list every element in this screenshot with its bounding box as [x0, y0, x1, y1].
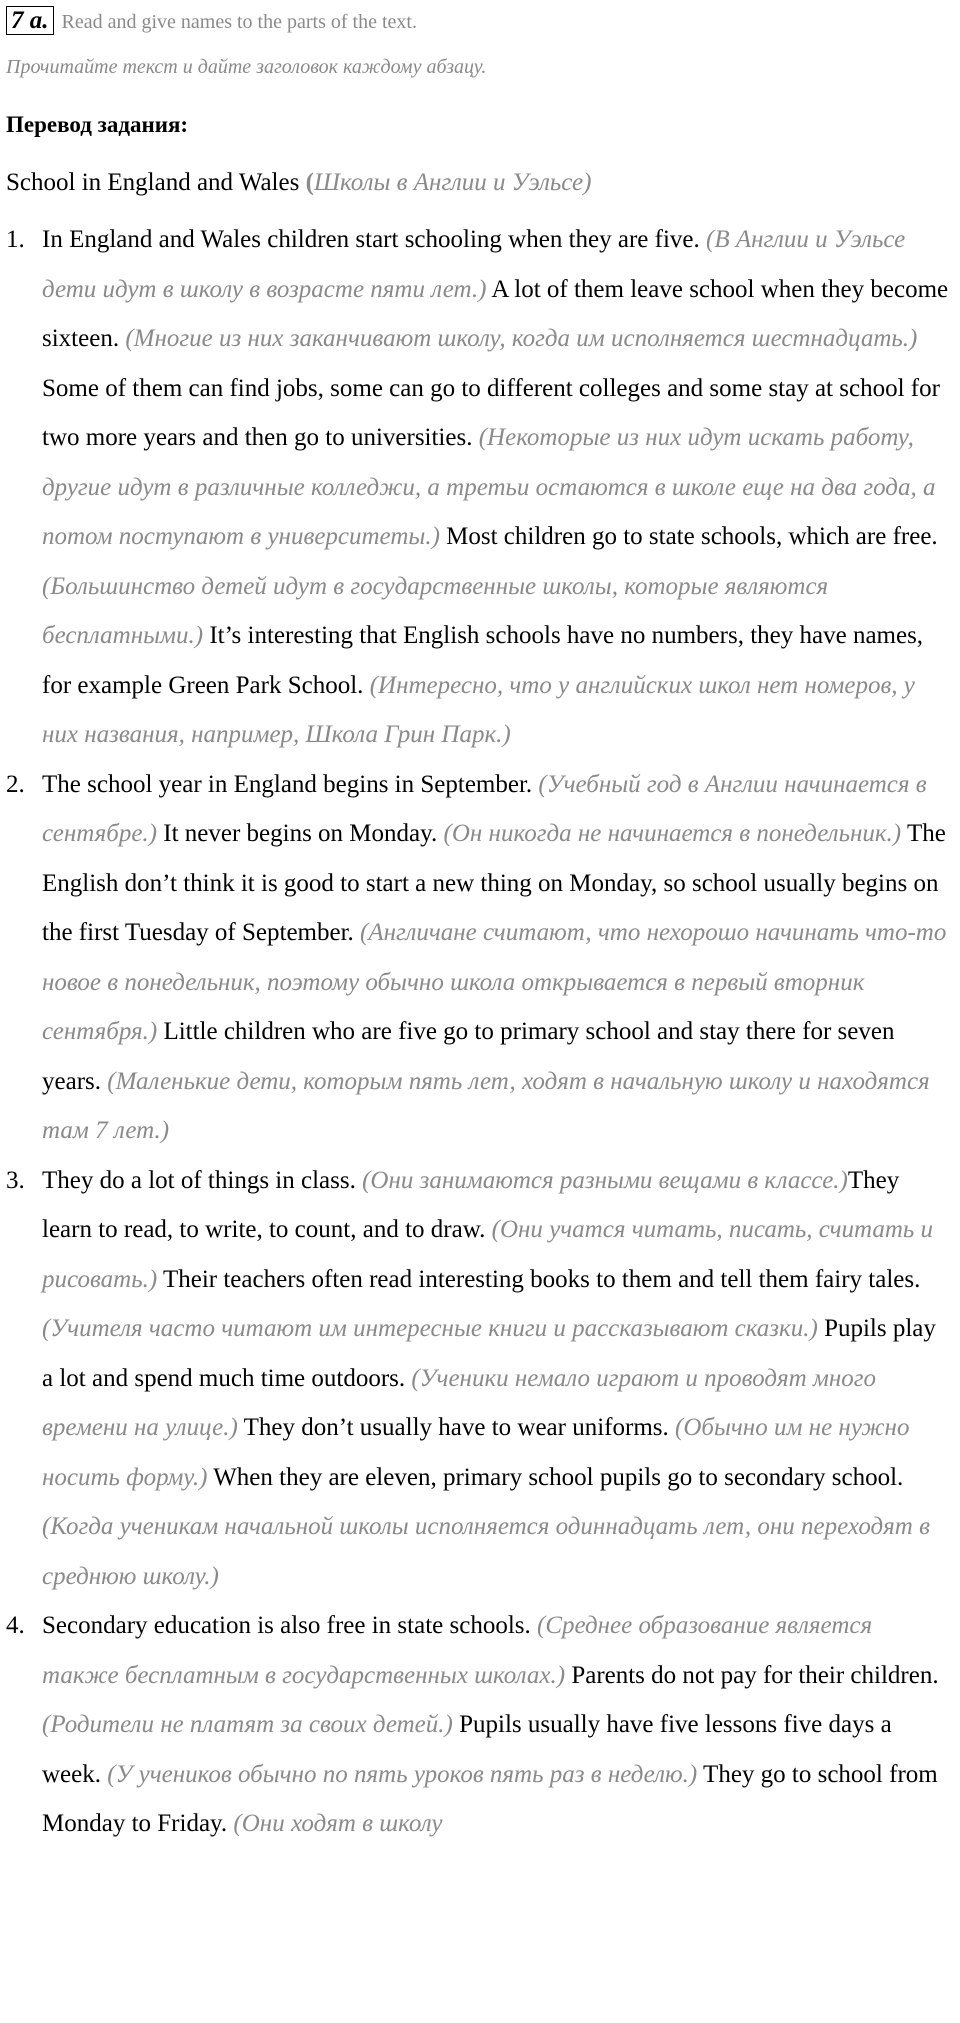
- english-text: Secondary education is also free in state schools.: [42, 1612, 537, 1639]
- translation-text: (Англичане считают, что нехорошо начинать что-то новое в понедельник, поэтому обычно школа открывается в первый вторник сентября.): [42, 919, 947, 1045]
- english-text: The English don’t think it is good to start a new thing on Monday, so school usually begins on the first Tuesday of September.: [42, 820, 946, 946]
- english-text: Little children who are five go to primary school and stay there for seven years.: [42, 1018, 895, 1095]
- paragraph: [6, 1156, 960, 1602]
- english-text: It never begins on Monday.: [157, 820, 444, 847]
- english-text: The school year in England begins in September.: [42, 770, 539, 798]
- translation-text: (Они учатся читать, писать, считать и рисовать.): [42, 1216, 934, 1293]
- paragraph: [6, 760, 960, 1156]
- paragraph: [6, 1601, 960, 1849]
- english-text: Parents do not pay for their children.: [565, 1661, 939, 1689]
- paragraph-list: [6, 215, 960, 1849]
- task-number-badge: 7 a.: [6, 6, 54, 35]
- translation-text: (Большинство детей идут в государственные школы, которые являются бесплатными.): [42, 572, 829, 649]
- text-title: [6, 167, 960, 199]
- english-text: They do a lot of things in class.: [42, 1166, 363, 1194]
- translation-text: (Маленькие дети, которым пять лет, ходят в начальную школу и находятся там 7 лет.): [42, 1067, 930, 1144]
- text-title-en: School in England and Wales: [6, 169, 300, 196]
- english-text: It’s interesting that English schools have no numbers, they have names, for example Green Park School.: [42, 622, 924, 699]
- paragraph-number: 4.: [6, 1612, 25, 1639]
- translation-text: (Ученики немало играют и проводят много времени на улице.): [42, 1364, 877, 1441]
- english-text: They learn to read, to write, to count, and to draw.: [42, 1166, 900, 1243]
- translation-text: (Интересно, что у английских школ нет номеров, у них названия, например, Школа Грин Парк.): [42, 671, 915, 748]
- english-text: A lot of them leave school when they become sixteen.: [42, 275, 949, 352]
- translation-text: (Обычно им не нужно носить форму.): [42, 1414, 910, 1491]
- text-title-ru: Школы в Англии и Уэльсе): [313, 169, 592, 196]
- task-instruction: Read and give names to the parts of the text.: [61, 11, 417, 33]
- translation-text: (Среднее образование является также бесплатным в государственных школах.): [42, 1612, 873, 1689]
- task-instruction-ru: Прочитайте текст и дайте заголовок каждому абзацу.: [6, 56, 487, 78]
- translation-text: (Родители не платят за своих детей.): [42, 1711, 453, 1738]
- translation-text: (Они занимаются разными вещами в классе.): [362, 1166, 848, 1194]
- english-text: Some of them can find jobs, some can go to different colleges and some stay at school for two more years and then go to universities.: [42, 374, 940, 451]
- text-title-ru-paren: (: [305, 169, 314, 196]
- translation-text: (Многие из них заканчивают школу, когда им исполняется шестнадцать.): [125, 325, 918, 352]
- english-text: When they are eleven, primary school pupils go to secondary school.: [207, 1463, 904, 1491]
- english-text: Their teachers often read interesting books to them and tell them fairy tales.: [157, 1265, 921, 1293]
- english-text: Most children go to state schools, which are free.: [439, 523, 938, 550]
- translation-text: (У учеников обычно по пять уроков пять раз в неделю.): [107, 1760, 698, 1788]
- english-text: They go to school from Monday to Friday.: [42, 1760, 938, 1837]
- english-text: In England and Wales children start schooling when they are five.: [42, 226, 706, 253]
- english-text: Pupils play a lot and spend much time outdoors.: [42, 1315, 936, 1392]
- translation-heading: Перевод задания:: [6, 112, 189, 137]
- english-text: Pupils usually have five lessons five days a week.: [42, 1711, 892, 1788]
- paragraph-number: 2.: [6, 770, 25, 798]
- english-text: They don’t usually have to wear uniforms.: [237, 1414, 675, 1441]
- translation-text: (Учителя часто читают им интересные книги и рассказывают сказки.): [42, 1315, 818, 1342]
- translation-text: (Учебный год в Англии начинается в сентябре.): [42, 770, 927, 847]
- paragraph-number: 1.: [6, 226, 25, 253]
- paragraph-number: 3.: [6, 1166, 25, 1194]
- paragraph: [6, 215, 960, 760]
- translation-text: (В Англии и Уэльсе дети идут в школу в возрасте пяти лет.): [42, 226, 906, 303]
- task-header: [6, 6, 960, 38]
- translation-text: (Когда ученикам начальной школы исполняется одиннадцать лет, они переходят в среднюю школу.): [42, 1513, 930, 1590]
- translation-text: (Они ходят в школу: [233, 1810, 443, 1837]
- translation-text: (Некоторые из них идут искать работу, другие идут в различные колледжи, а третьи остаются в школе еще на два года, а потом поступают в университеты.): [42, 424, 936, 550]
- translation-text: (Он никогда не начинается в понедельник.): [443, 820, 902, 847]
